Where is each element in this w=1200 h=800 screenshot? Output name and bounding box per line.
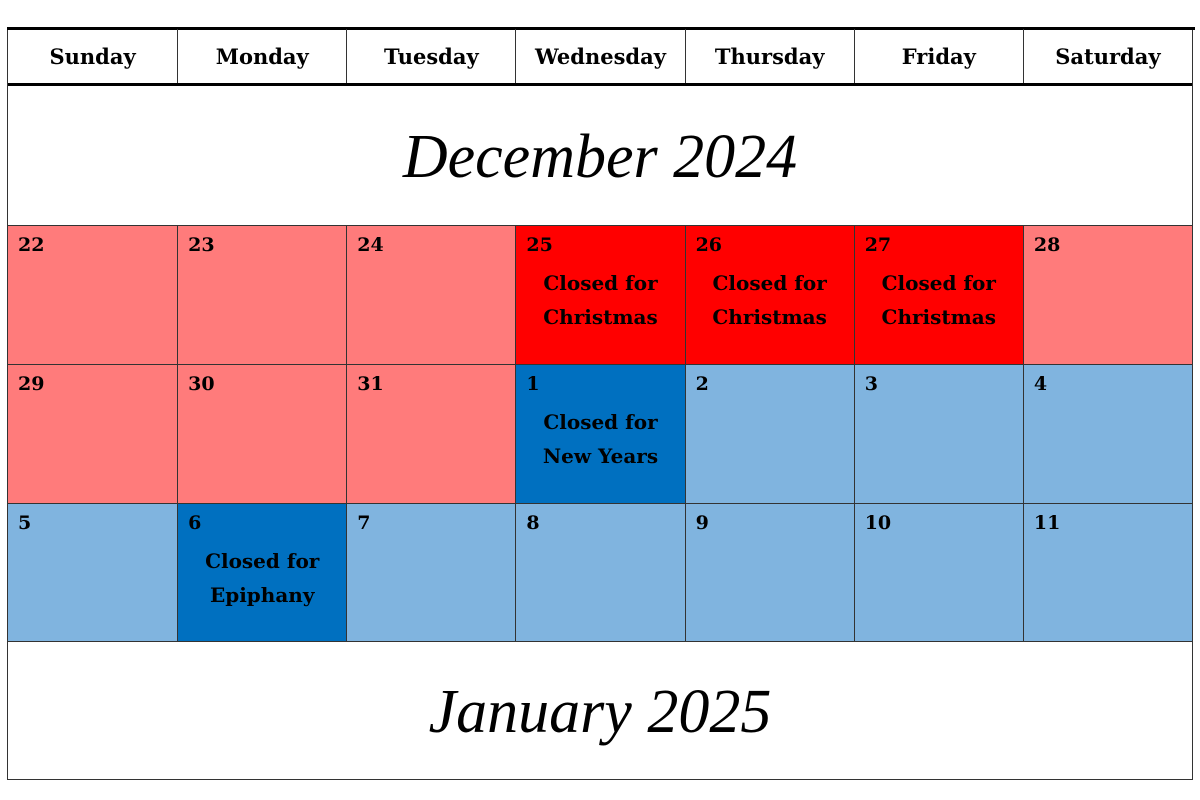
day-cell	[854, 503, 1023, 641]
day-number: 31	[357, 373, 384, 396]
day-cell	[177, 503, 346, 641]
weekday-wednesday: Wednesday	[515, 29, 684, 83]
day-number: 30	[188, 373, 215, 396]
day-number: 27	[864, 234, 892, 256]
weekday-sunday: Sunday	[49, 43, 136, 69]
day-number: 28	[1033, 234, 1061, 256]
day-cell	[1023, 364, 1192, 502]
day-number: 1	[526, 373, 540, 396]
month-title-january: January 2025	[428, 678, 772, 746]
day-number: 4	[1033, 373, 1048, 396]
day-cell	[346, 503, 515, 641]
day-cell	[1023, 503, 1192, 641]
day-cell	[515, 364, 684, 502]
day-cell	[8, 364, 177, 502]
day-number: 3	[864, 373, 878, 396]
closure-note: Closed for Epiphany	[205, 548, 320, 607]
day-cell	[177, 364, 346, 502]
day-cell	[8, 503, 177, 641]
day-number: 26	[695, 234, 723, 256]
day-number: 8	[526, 511, 540, 534]
day-cell	[8, 226, 177, 364]
weekday-thursday: Thursday	[685, 29, 854, 83]
day-cell	[685, 226, 854, 364]
day-cell	[346, 226, 515, 364]
day-number: 2	[695, 373, 709, 396]
day-cell	[685, 364, 854, 502]
closure-note: Closed for New Years	[542, 410, 659, 469]
day-number: 29	[18, 373, 45, 396]
day-cell	[854, 364, 1023, 502]
day-number: 10	[864, 511, 892, 534]
day-cell	[515, 226, 684, 364]
day-cell	[346, 364, 515, 502]
day-number: 24	[357, 234, 384, 256]
day-number: 7	[357, 511, 371, 534]
day-cell	[1023, 226, 1192, 364]
day-number: 9	[695, 511, 709, 534]
day-number: 23	[188, 234, 215, 256]
month-title-december: December 2024	[402, 123, 798, 191]
weekday-monday: Monday	[177, 29, 346, 83]
day-number: 6	[188, 511, 202, 534]
day-cell	[854, 226, 1023, 364]
closure-note: Closed for Christmas	[543, 271, 658, 329]
calendar	[7, 28, 1193, 780]
weekday-friday: Friday	[854, 29, 1023, 83]
weekday-header	[8, 29, 1192, 86]
day-number: 5	[18, 511, 32, 534]
weekday-tuesday: Tuesday	[346, 29, 515, 83]
day-cell	[177, 226, 346, 364]
day-number: 11	[1033, 511, 1061, 534]
day-cell	[685, 503, 854, 641]
closure-note: Closed for Christmas	[712, 271, 827, 329]
day-number: 25	[526, 234, 553, 256]
day-grid	[8, 225, 1192, 642]
weekday-saturday: Saturday	[1023, 29, 1192, 83]
day-cell	[515, 503, 684, 641]
closure-note: Closed for Christmas	[881, 271, 997, 329]
day-number: 22	[18, 234, 45, 256]
